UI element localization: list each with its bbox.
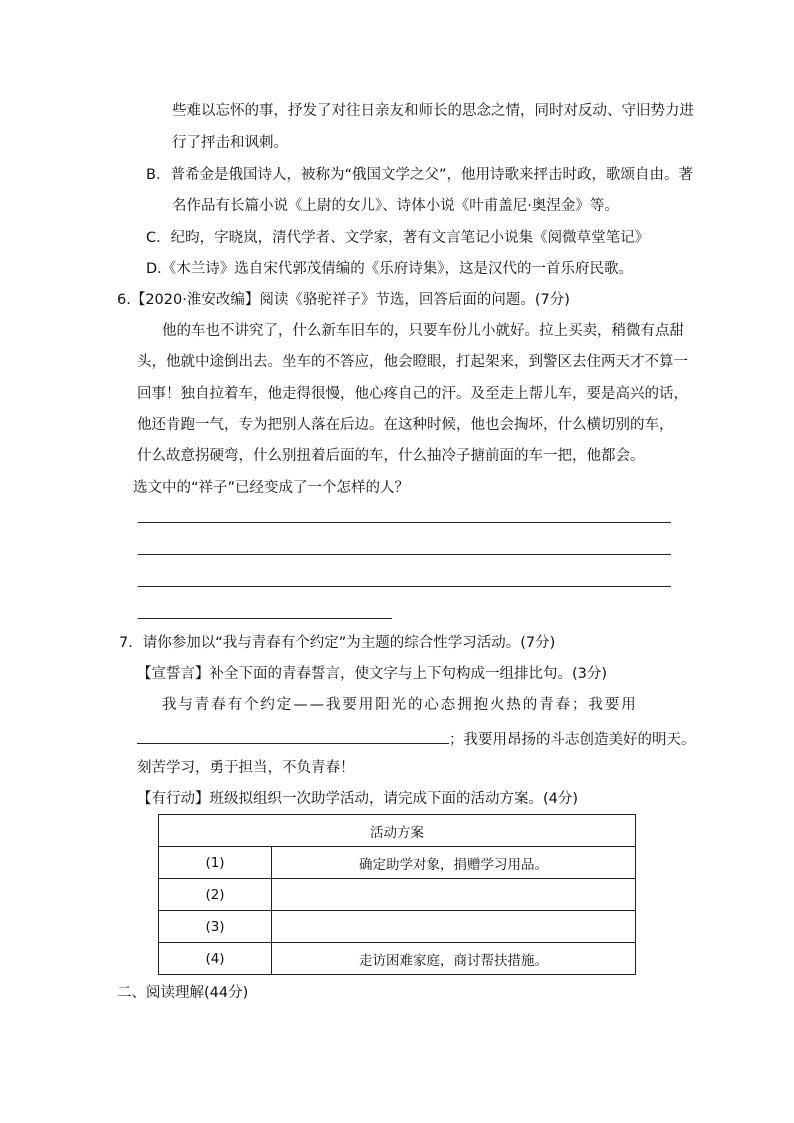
activity-plan-table [158,814,636,975]
table-row [159,879,636,911]
plan-step-blank[interactable] [272,879,636,911]
q6-question: 选文中的“祥子”已经变成了一个怎样的人？ [133,480,410,496]
action-intro: 【有行动】班级拟组织一次助学活动，请完成下面的活动方案。(4分) [137,791,579,807]
q6-passage-line-1: 他的车也不讲究了，什么新车旧车的，只要车份儿小就好。拉上买卖，稍微有点甜 [162,323,684,339]
plan-step-number: (2) [159,879,272,911]
option-c: C．纪昀，字晓岚，清代学者、文学家，著有文言笔记小说集《阅微草堂笔记》 [146,230,650,246]
vow-line-2-tail: ；我要用昂扬的斗志创造美好的明天。 [449,732,696,748]
plan-step-number: (4) [159,943,272,975]
answer-line-3[interactable] [138,586,671,587]
section-2-heading: 二、阅读理解(44分) [117,985,249,1001]
answer-line-2[interactable] [138,554,671,555]
option-b-line-2: 名作品有长篇小说《上尉的女儿》、诗体小说《叶甫盖尼·奥涅金》等。 [172,198,619,214]
q6-passage-line-3: 回事！独自拉着车，他走得很慢，他心疼自己的汗。及至走上帮儿车，要是高兴的话， [137,386,688,402]
vow-line-2 [137,727,696,750]
prev-item-line-1: 些难以忘怀的事，抒发了对往日亲友和师长的思念之情，同时对反动、守旧势力进 [172,103,694,119]
vow-line-3: 刻苦学习，勇于担当，不负青春！ [137,760,355,776]
option-d: D.《木兰诗》选自宋代郭茂倩编的《乐府诗集》，这是汉代的一首乐府民歌。 [146,261,634,277]
vow-fill-blank[interactable] [137,727,449,744]
table-row [159,943,636,975]
table-row [159,847,636,879]
plan-step-blank[interactable] [272,911,636,943]
q6-passage-line-4: 他还肯跑一气，专为把别人落在后边。在这种时候，他也会掏坏，什么横切别的车， [137,417,674,433]
answer-line-1[interactable] [138,522,671,523]
q6-passage-line-2: 头，他就中途倒出去。坐车的不答应，他会瞪眼，打起架来，到警区去住两天才不算一 [137,354,688,370]
plan-step-content: 走访困难家庭，商讨帮扶措施。 [272,943,636,975]
vow-intro: 【宣誓言】补全下面的青春誓言，使文字与上下句构成一组排比句。(3分) [137,666,608,682]
plan-step-content: 确定助学对象，捐赠学习用品。 [272,847,636,879]
table-row [159,911,636,943]
plan-title: 活动方案 [159,815,636,847]
plan-step-number: (3) [159,911,272,943]
q6-passage-line-5: 什么故意拐硬弯，什么别扭着后面的车，什么抽冷子搪前面的车一把，他都会。 [137,448,645,464]
vow-line-1: 我与青春有个约定——我要用阳光的心态拥抱火热的青春；我要用 [162,697,638,713]
prev-item-line-2: 行了抨击和讽刺。 [172,135,288,151]
q7-header: 7．请你参加以“我与青春有个约定”为主题的综合性学习活动。(7分) [119,635,556,651]
answer-line-4[interactable] [138,618,392,619]
option-b-line-1: B．普希金是俄国诗人，被称为“俄国文学之父”，他用诗歌来抨击时政，歌颂自由。著 [146,167,693,183]
plan-step-number: (1) [159,847,272,879]
q6-header: 6.【2020·淮安改编】阅读《骆驼祥子》节选，回答后面的问题。(7分) [117,292,570,308]
